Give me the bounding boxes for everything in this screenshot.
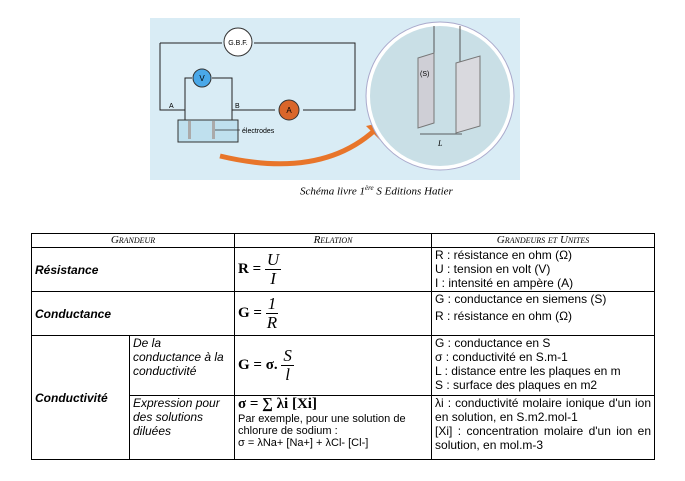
plate-right-icon — [456, 56, 480, 133]
row-name-conductivity: Conductivité — [32, 336, 130, 460]
plate-left-icon — [418, 53, 434, 128]
electrodes-label: électrodes — [242, 128, 275, 135]
distance-label: L — [438, 139, 443, 148]
circuit-diagram — [150, 18, 520, 180]
table-header-row — [32, 234, 655, 248]
point-b-label: B — [235, 103, 240, 110]
electrode-left-icon — [188, 121, 191, 139]
header-grandeur: Grandeur — [32, 234, 235, 248]
row-name-resistance: Résistance — [32, 248, 235, 292]
relation-resistance: R = $\frac{U}{I}$ — [235, 248, 432, 292]
circuit-figure — [150, 18, 520, 180]
row-name-conductance: Conductance — [32, 292, 235, 336]
sub-label-conductance-to-conductivity: De la conductance à la conductivité — [130, 336, 235, 396]
electrode-right-icon — [212, 121, 215, 139]
table-row-resistance — [32, 248, 655, 292]
voltmeter-label: V — [199, 74, 205, 83]
units-conductance: G : conductance en siemens (S) R : résistance en ohm (Ω) — [432, 292, 655, 336]
header-units: Grandeurs et Unites — [432, 234, 655, 248]
relation-dilute: σ = ∑ λi [Xi] Par exemple, pour une solution de chlorure de sodium : σ = λNa+ [Na+] + λCl- [Cl-] — [235, 396, 432, 460]
zoom-arrow-icon — [220, 130, 375, 164]
relation-conductivity: G = σ. $\frac{S}{l}$ — [235, 336, 432, 396]
header-relation: Relation — [235, 234, 432, 248]
units-resistance: R : résistance en ohm (Ω) U : tension en volt (V) I : intensité en ampère (A) — [432, 248, 655, 292]
sub-label-dilute-solutions: Expression pour des solutions diluées — [130, 396, 235, 460]
gbf-label: G.B.F. — [228, 40, 248, 47]
relation-conductance: G = $\frac{1}{R}$ — [235, 292, 432, 336]
figure-caption: Schéma livre 1ère S Editions Hatier — [300, 184, 453, 198]
units-conductivity: G : conductance en S σ : conductivité en S.m-1 L : distance entre les plaques en m S : surface des plaques en m2 — [432, 336, 655, 396]
plate-label: (S) — [420, 71, 430, 78]
point-a-label: A — [169, 103, 174, 110]
units-dilute: λi : conductivité molaire ionique d'un ion en solution, en S.m2.mol-1 [Xi] : concentration molaire d'un ion en solution, en mol.m-3 — [432, 396, 655, 460]
table-row-conductivity-1 — [32, 336, 655, 396]
ammeter-label: A — [286, 106, 292, 115]
beaker-icon — [178, 120, 238, 142]
formula-table — [31, 233, 655, 460]
table-row-conductance — [32, 292, 655, 336]
